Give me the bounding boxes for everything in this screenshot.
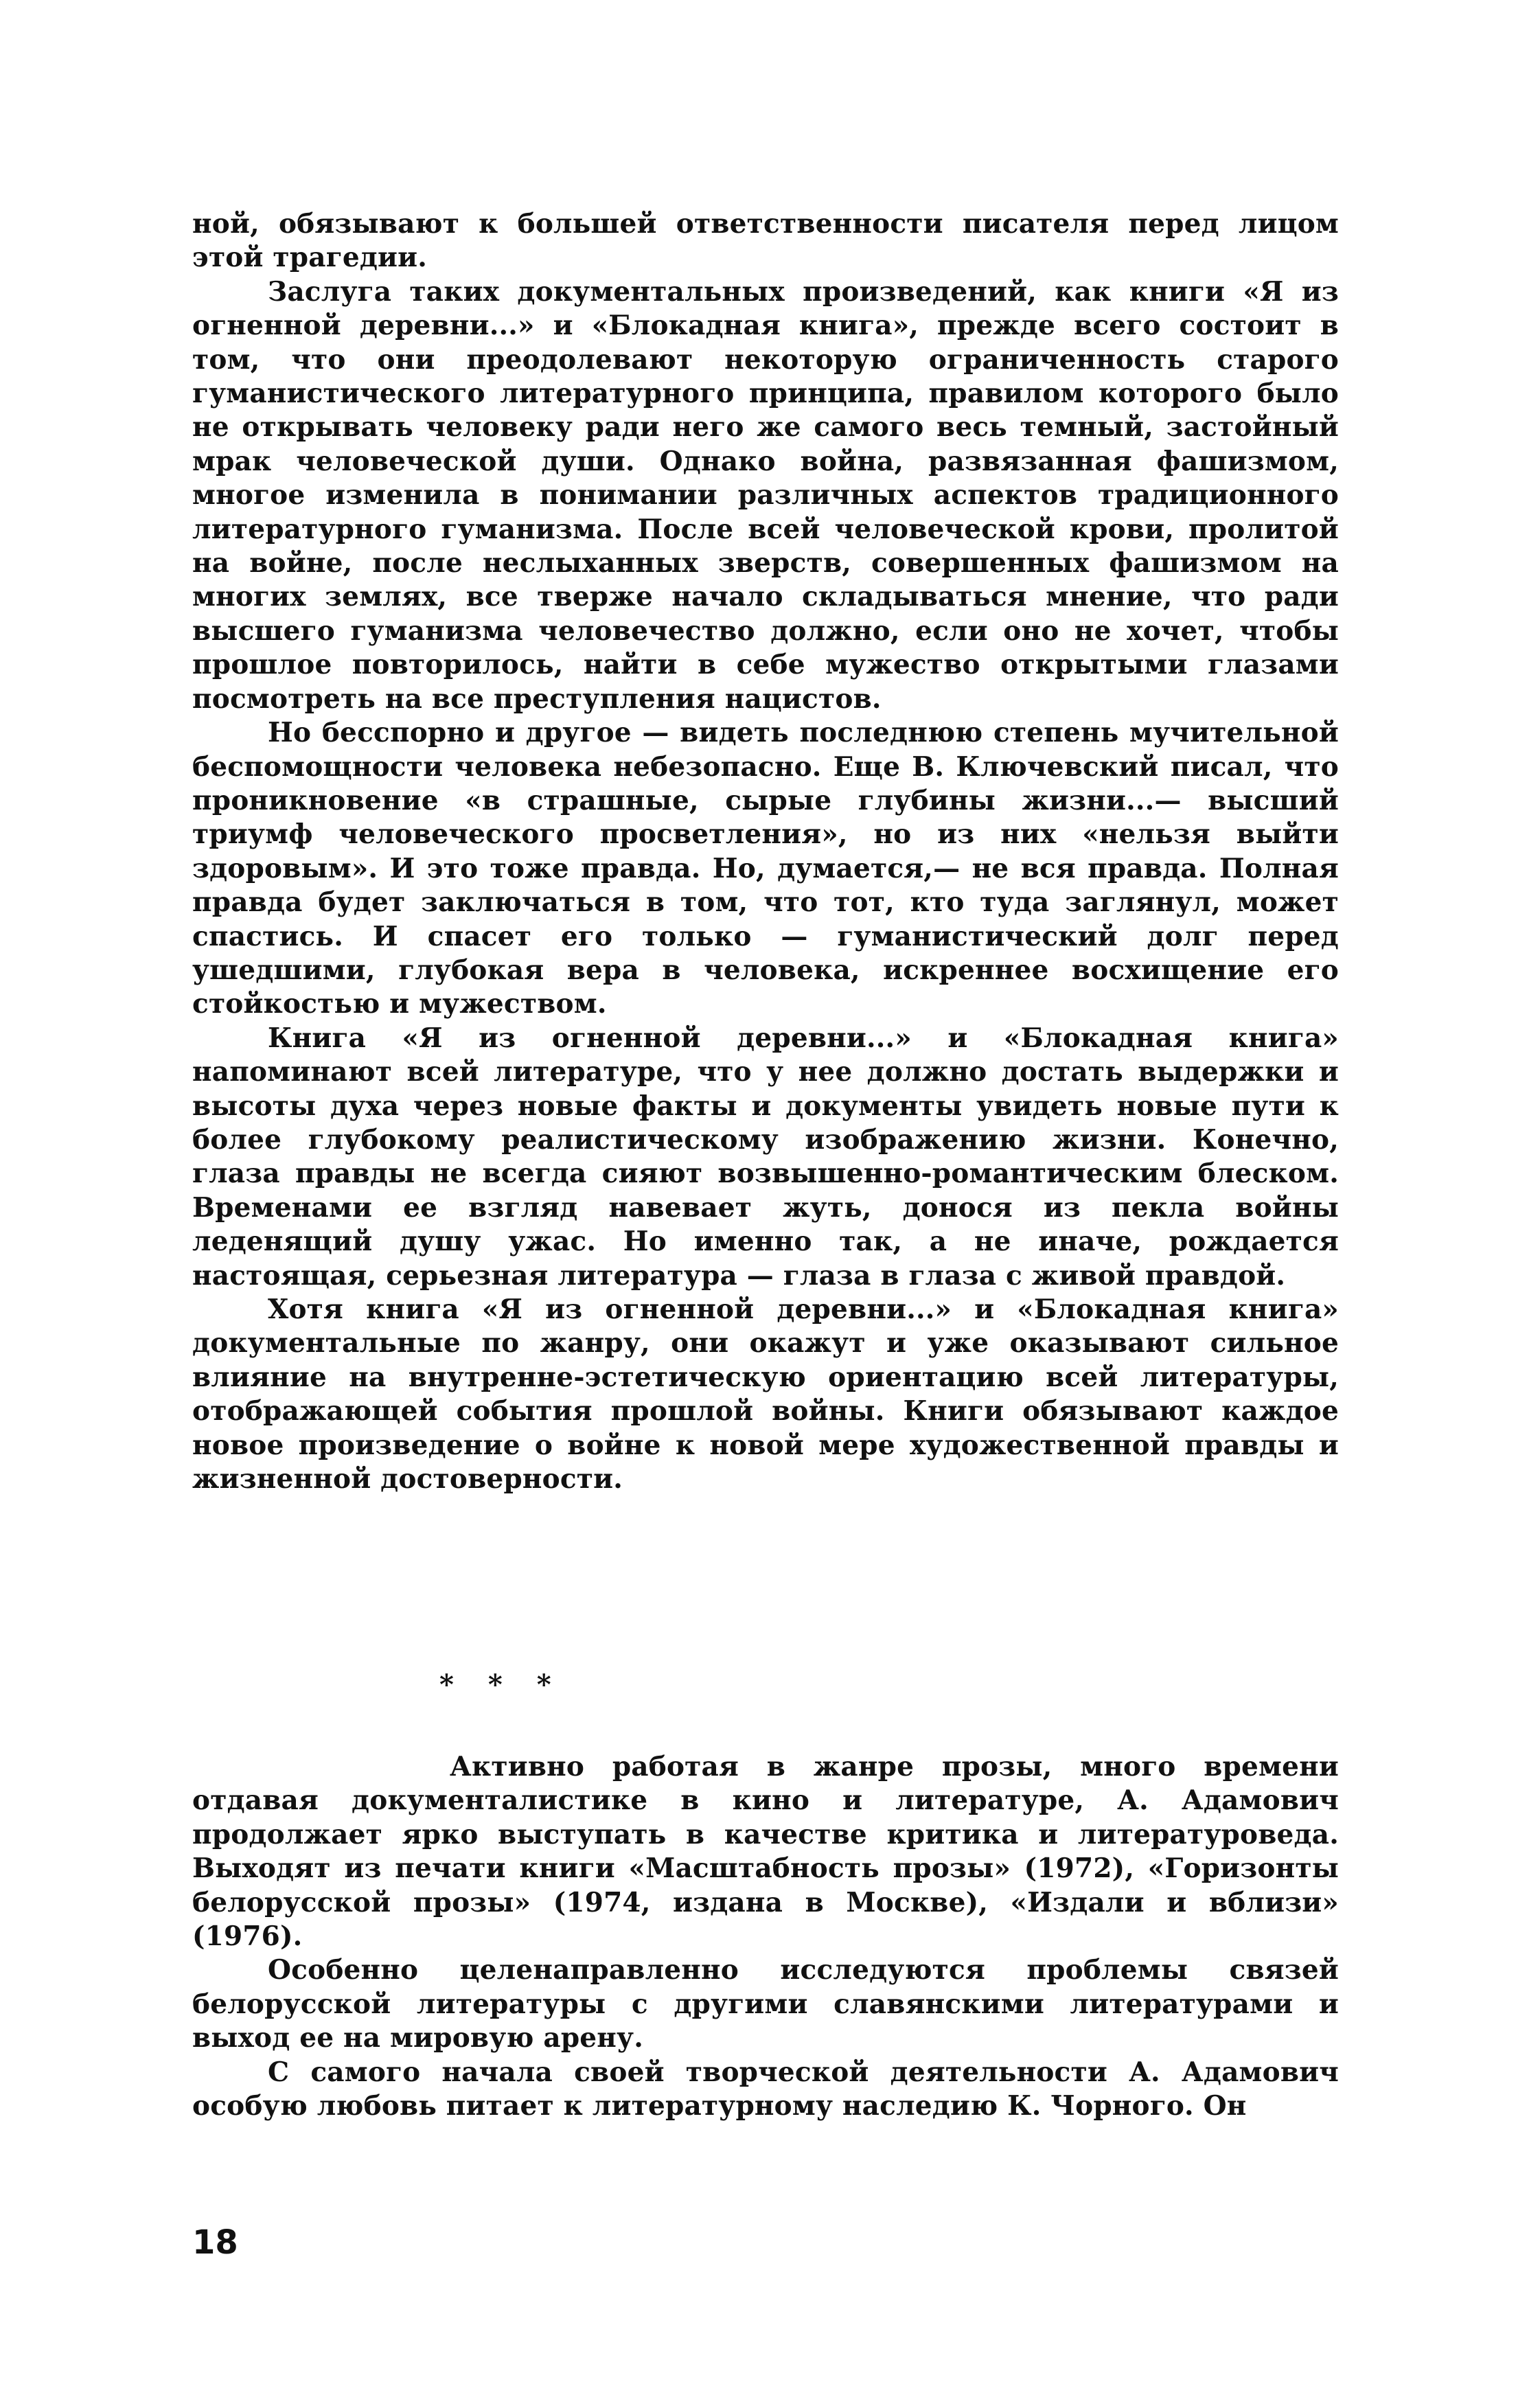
main-text-block bbox=[192, 207, 1339, 1496]
paragraph-critic-activity: Активно работая в жанре прозы, много времени отдавая документалистике в кино и литературе, А. Адамович продолжает ярко выступать в качестве критика и литературоведа. Выходят из печати книги «Масштабность прозы» (1972), «Горизонты белорусской прозы» (1974, издана в Москве), «Издали и вблизи» (1976). bbox=[192, 1751, 1339, 1953]
section-separator: * * * bbox=[439, 1669, 564, 1701]
paragraph-influence: Хотя книга «Я из огненной деревни...» и «Блокадная книга» документальные по жанру, они окажут и уже оказывают сильное влияние на внутренне-эстетическую ориентацию всей литературы, отображающей события прошлой войны. Книги обязывают каждое новое произведение о войне к новой мере художественной правды и жизненной достоверности. bbox=[192, 1294, 1339, 1495]
paragraph-chorny-heritage: С самого начала своей творческой деятельности А. Адамович особую любовь питает к литературному наследию К. Чорного. Он bbox=[192, 2056, 1339, 2122]
page-number: 18 bbox=[192, 2223, 238, 2262]
second-text-block bbox=[192, 1750, 1339, 2123]
paragraph-helplessness: Но бесспорно и другое — видеть последнюю степень мучительной беспомощности человека небезопасно. Еще В. Ключевский писал, что проникновение «в страшные, сырые глубины жизни...— высший триумф человеческого просветления», но из них «нельзя выйти здоровым». И это тоже правда. Но, думается,— не вся правда. Полная правда будет заключаться в том, что тот, кто туда заглянул, может спастись. И спасет его только — гуманистический долг перед ушедшими, глубокая вера в человека, искреннее восхищение его стойкостью и мужеством. bbox=[192, 717, 1339, 1020]
paragraph-documentary-merit: Заслуга таких документальных произведений, как книги «Я из огненной деревни...» и «Блокадная книга», прежде всего состоит в том, что они преодолевают некоторую ограниченность старого гуманистического литературного принципа, правилом которого было не открывать человеку ради него же самого весь темный, застойный мрак человеческой души. Однако война, развязанная фашизмом, многое изменила в понимании различных аспектов традиционного литературного гуманизма. После всей человеческой крови, пролитой на войне, после неслыханных зверств, совершенных фашизмом на многих землях, все тверже начало складываться мнение, что ради высшего гуманизма человечество должно, если оно не хочет, чтобы прошлое повторилось, найти в себе мужество открытыми глазами посмотреть на все преступления нацистов. bbox=[192, 275, 1339, 715]
paragraph-slavic-literatures: Особенно целенаправленно исследуются проблемы связей белорусской литературы с другими славянскими литературами и выход ее на мировую арену. bbox=[192, 1954, 1339, 2054]
paragraph-literature-reminder: Книга «Я из огненной деревни...» и «Блокадная книга» напоминают всей литературе, что у нее должно достать выдержки и высоты духа через новые факты и документы увидеть новые пути к более глубокому реалистическому изображению жизни. Конечно, глаза правды не всегда сияют возвышенно-романтическим блеском. Временами ее взгляд навевает жуть, донося из пекла войны леденящий душу ужас. Но именно так, а не иначе, рождается настоящая, серьезная литература — глаза в глаза с живой правдой. bbox=[192, 1022, 1339, 1292]
paragraph-continuation: ной, обязывают к большей ответственности писателя перед лицом этой трагедии. bbox=[192, 208, 1339, 274]
